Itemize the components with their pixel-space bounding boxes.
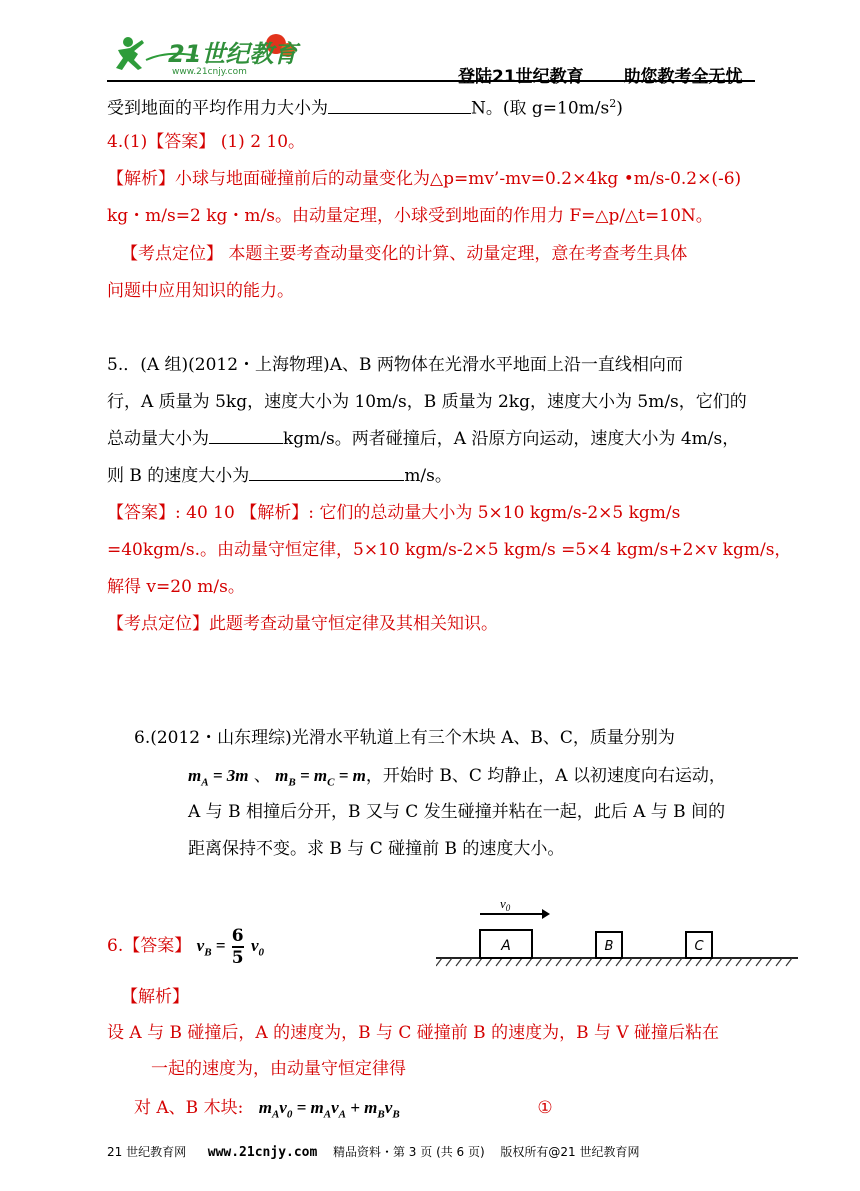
knowledge-point-5: 【考点定位】此题考查动量守恒定律及其相关知识。 — [107, 614, 498, 634]
text-line-1: 受到地面的平均作用力大小为 N。(取 $g=10m/s^2$) — [107, 97, 623, 119]
svg-text:B: B — [604, 939, 614, 954]
answer-5-line-3: 解得 v=20 m/s。 — [107, 577, 245, 597]
footer-site: 21 世纪教育网 — [107, 1145, 187, 1159]
slogan-left: 登陆21世纪教育 — [458, 67, 584, 87]
question-6-line-1: 6.(2012・山东理综)光滑水平轨道上有三个木块 A、B、C，质量分别为 — [134, 728, 675, 748]
svg-text:C: C — [694, 939, 704, 954]
equation-marker: ① — [537, 1098, 553, 1118]
svg-text:A: A — [501, 938, 511, 954]
answer-5-line-2: =40kgm/s.。由动量守恒定律，5×10 kgm/s-2×5 kgm/s =5×4 kgm/s+2×v kgm/s， — [107, 540, 792, 560]
question-6-line-2: $m_A = 3m$ 、 $m_B = m_C = m$，开始时 B、C 均静止，A 以初速度向右运动， — [188, 766, 726, 789]
question-6-line-3: A 与 B 相撞后分开，B 又与 C 发生碰撞并粘在一起，此后 A 与 B 间的 — [188, 802, 726, 822]
site-logo — [108, 30, 308, 78]
footer-copyright: 版权所有@21 世纪教育网 — [500, 1145, 640, 1159]
knowledge-point-4-line-1: 【考点定位】 本题主要考查动量变化的计算、动量定理，意在考查考生具体 — [121, 244, 688, 264]
analysis-6-line-1: 设 A 与 B 碰撞后，A 的速度为，B 与 C 碰撞前 B 的速度为，B 与 V 碰撞后粘在 — [107, 1023, 720, 1043]
answer-blank — [209, 429, 283, 444]
question-6-line-4: 距离保持不变。求 B 与 C 碰撞前 B 的速度大小。 — [188, 839, 565, 859]
analysis-6-heading: 【解析】 — [121, 987, 189, 1007]
question-5-line-2: 行，A 质量为 5kg，速度大小为 10m/s，B 质量为 2kg，速度大小为 5m/s，它们的 — [107, 392, 747, 412]
analysis-4-line-2: kg・m/s=2 kg・m/s。由动量定理，小球受到地面的作用力 F=△p/△t=10N。 — [107, 206, 713, 226]
header-slogan — [458, 62, 743, 87]
header-divider — [107, 80, 755, 82]
analysis-6-line-2: 一起的速度为，由动量守恒定律得 — [151, 1059, 406, 1079]
collision-figure — [436, 892, 800, 972]
logo-url: www.21cnjy.com — [172, 67, 247, 77]
page-footer — [107, 1143, 639, 1160]
footer-page-info: 精品资料・第 3 页 (共 6 页) — [332, 1145, 485, 1159]
answer-blank — [249, 466, 404, 481]
question-5-line-1: 5.．(A 组)(2012・上海物理)A、B 两物体在光滑水平地面上沿一直线相向而 — [107, 355, 683, 375]
fraction: $\frac{6}{5}$ — [231, 925, 244, 968]
logo-text: 21世纪教育 — [168, 40, 298, 68]
knowledge-point-4-line-2: 问题中应用知识的能力。 — [107, 281, 294, 301]
velocity-label: $v_0$ — [500, 896, 511, 913]
question-5-line-3: 总动量大小为 kgm/s。两者碰撞后，A 沿原方向运动，速度大小为 4m/s， — [107, 429, 740, 449]
question-5-line-4: 则 B 的速度大小为 m/s。 — [107, 466, 452, 486]
slogan-right: 助您教考全无忧 — [623, 67, 743, 87]
footer-url[interactable]: www.21cnjy.com — [207, 1145, 318, 1160]
answer-5-line-1: 【答案】: 40 10 【解析】: 它们的总动量大小为 5×10 kgm/s-2×5 kgm/s — [107, 503, 681, 523]
analysis-4-line-1: 【解析】小球与地面碰撞前后的动量变化为△p=mv’-mv=0.2×4kg •m/s-0.2×(-6) — [107, 169, 742, 189]
answer-blank — [328, 99, 471, 114]
answer-6: 6.【答案】 $v_B$ = $\frac{6}{5}$ $v_0$ — [107, 925, 265, 968]
equation-ab: 对 A、B 木块: $m_Av_0 = m_Av_A + m_Bv_B$ ① — [134, 1098, 553, 1121]
answer-4: 4.(1)【答案】 (1) 2 10。 — [107, 132, 306, 152]
